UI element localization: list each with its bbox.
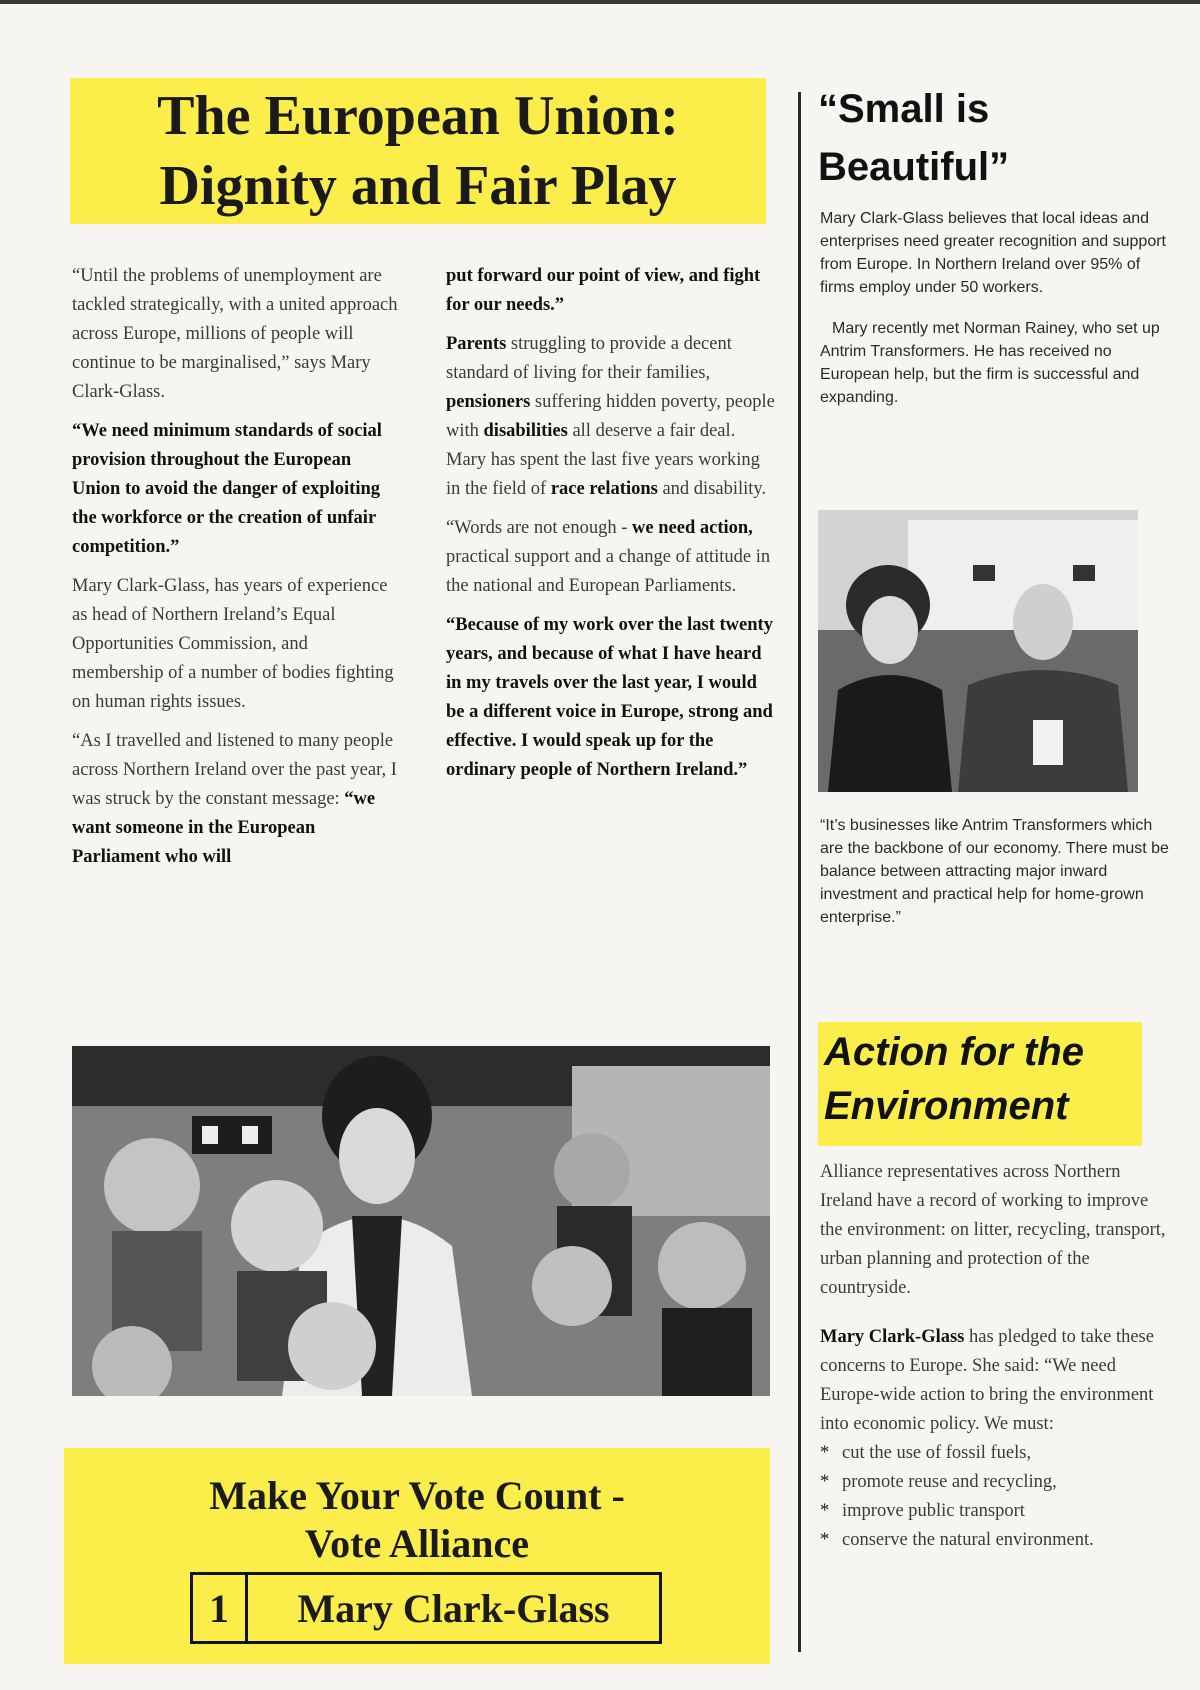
column-divider	[798, 92, 801, 1652]
env-para-2	[820, 1323, 1172, 1439]
env-pledge-item: * promote reuse and recycling,	[820, 1468, 1172, 1497]
photo-candidate-with-children	[72, 1046, 770, 1396]
small-caption: “It’s businesses like Antrim Transformers which are the backbone of our economy. There must be balance between attracting major inward investment and practical help for home-grown enterprise.”	[820, 817, 1169, 926]
eu-para-5	[446, 262, 776, 320]
vote-alliance-banner	[64, 1448, 770, 1664]
eu-para-6-bold-4: race relations	[550, 479, 658, 499]
vote-line1: Make Your Vote Count -	[209, 1473, 625, 1518]
eu-para-7	[446, 514, 776, 601]
eu-para-6-bold-1: Parents	[446, 334, 507, 354]
small-is-beautiful-heading	[818, 80, 1178, 196]
eu-title-line1: The European Union:	[157, 85, 679, 147]
environment-heading-banner	[818, 1022, 1142, 1146]
candidate-name: Mary Clark-Glass	[297, 1585, 610, 1631]
eu-para-1: “Until the problems of unemployment are tackled strategically, with a united approach across Europe, millions of people will continue to be marginalised,” says Mary Clark-Glass.	[72, 266, 398, 402]
eu-para-7-text-1: “Words are not enough -	[446, 518, 633, 538]
eu-para-6	[446, 330, 776, 504]
env-pledge-list	[820, 1439, 1172, 1555]
small-title-line2: Beautiful”	[818, 145, 1010, 189]
small-title-line1: “Small is	[818, 87, 990, 131]
eu-para-8-bold: “Because of my work over the last twenty years, and because of what I have heard in my travels over the last year, I would be a different voice in Europe, strong and effective. I would speak up for the ordinary people of Northern Ireland.”	[446, 615, 773, 780]
env-pledge-item: * conserve the natural environment.	[820, 1526, 1172, 1555]
eu-para-6-bold-3: disabilities	[483, 421, 568, 441]
eu-para-6-text-1: struggling to provide a decent standard of living for their families,	[446, 334, 732, 383]
photo-candidate-with-businessman	[818, 510, 1138, 792]
vote-line2: Vote Alliance	[304, 1521, 530, 1566]
env-para-2-text: has pledged to take these concerns to Europe. She said: “We need Europe-wide action to bring the environment into economic policy. We must:	[820, 1327, 1154, 1434]
eu-title-line2: Dignity and Fair Play	[159, 155, 677, 217]
env-pledge-item: * improve public transport	[820, 1497, 1172, 1526]
eu-para-4-bold: “we want someone in the European Parliament who will	[72, 789, 376, 867]
top-border	[0, 0, 1200, 4]
ballot-number: 1	[193, 1575, 248, 1641]
small-para-1: Mary Clark-Glass believes that local ideas and enterprises need greater recognition and support from Europe. In Northern Ireland over 95% of firms employ under 50 workers.	[820, 210, 1166, 296]
env-para-2-bold: Mary Clark-Glass	[820, 1327, 965, 1347]
eu-para-6-text-2: suffering hidden poverty, people with	[446, 392, 775, 441]
eu-para-5-bold: put forward our point of view, and fight for our needs.”	[446, 266, 761, 315]
photo-caption-quote	[820, 814, 1172, 939]
eu-para-8	[446, 611, 776, 785]
env-title-line2: Environment	[824, 1084, 1069, 1128]
eu-para-2-bold: “We need minimum standards of social provision throughout the European Union to avoid the danger of exploiting the workforce or the creation of unfair competition.”	[72, 421, 382, 557]
env-pledge-item: * cut the use of fossil fuels,	[820, 1439, 1172, 1468]
small-para-2: Mary recently met Norman Rainey, who set up Antrim Transformers. He has received no European help, but the firm is successful and expanding.	[820, 320, 1160, 406]
eu-headline-banner	[70, 78, 766, 224]
small-is-beautiful-text	[820, 207, 1172, 419]
eu-para-6-text-4: and disability.	[657, 479, 767, 499]
eu-para-7-bold: we need action,	[632, 518, 753, 538]
eu-para-3: Mary Clark-Glass, has years of experience as head of Northern Ireland’s Equal Opportunities Commission, and membership of a number of bodies fighting on human rights issues.	[72, 576, 394, 712]
eu-para-2	[72, 417, 402, 562]
eu-para-7-text-2: practical support and a change of attitude in the national and European Parliaments.	[446, 547, 771, 596]
eu-para-4-text: “As I travelled and listened to many people across Northern Ireland over the past year, I was struck by the constant message:	[72, 731, 397, 809]
eu-para-6-text-3: all deserve a fair deal. Mary has spent the last five years working in the field of	[446, 421, 760, 499]
eu-para-4	[72, 727, 402, 872]
eu-para-6-bold-2: pensioners	[446, 392, 531, 412]
ballot-box	[190, 1572, 662, 1644]
env-para-1: Alliance representatives across Northern Ireland have a record of working to improve the environment: on litter, recycling, transport, urban planning and protection of the countryside.	[820, 1162, 1166, 1298]
environment-text	[820, 1158, 1172, 1555]
photo-pair-illustration	[818, 510, 1138, 792]
eu-text-column-2	[446, 262, 776, 795]
photo-children-illustration	[72, 1046, 770, 1396]
eu-text-column-1	[72, 262, 402, 882]
env-title-line1: Action for the	[824, 1030, 1084, 1074]
